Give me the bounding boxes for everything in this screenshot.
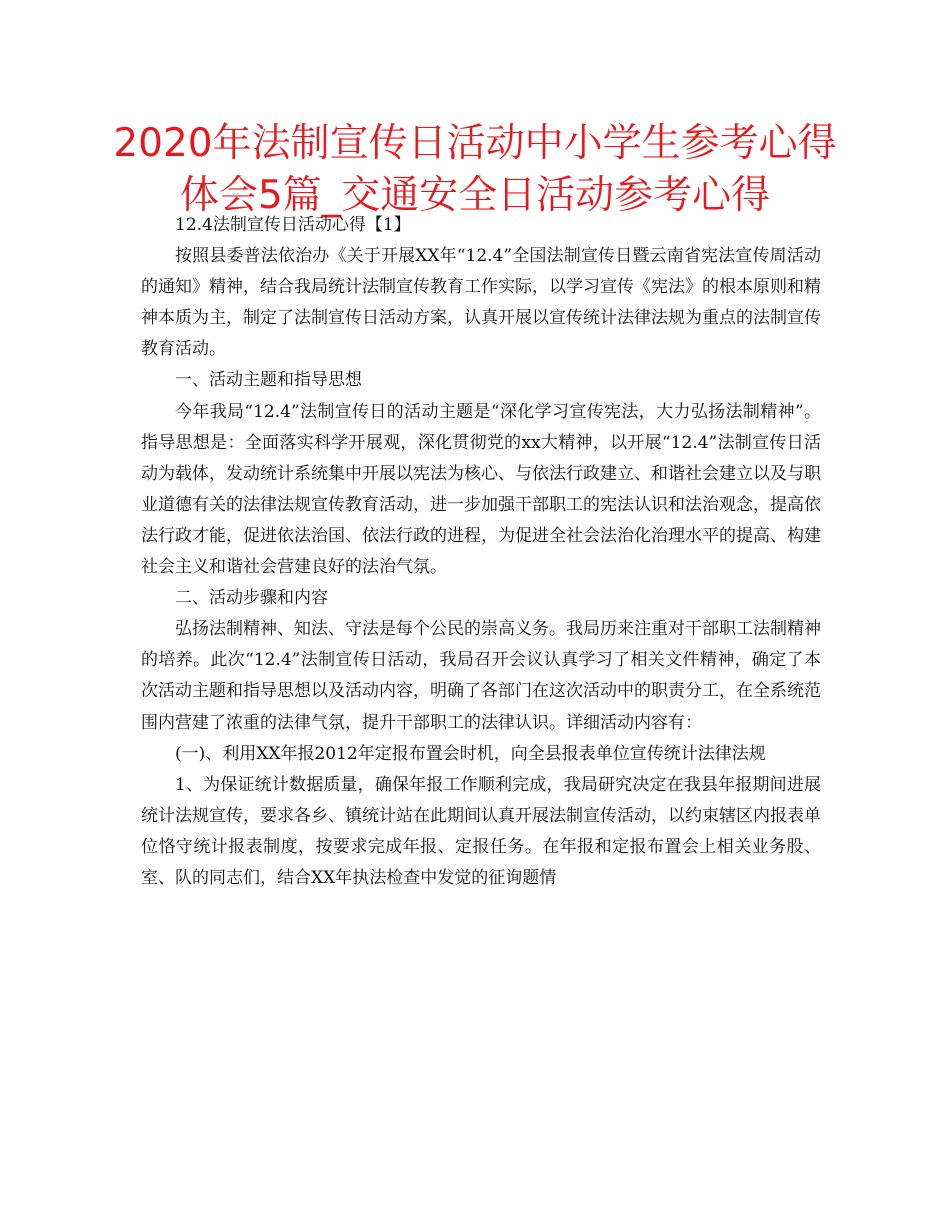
document-title: 2020年法制宣传日活动中小学生参考心得体会5篇_交通安全日活动参考心得	[113, 121, 837, 218]
paragraph: 弘扬法制精神、知法、守法是每个公民的崇高义务。我局历来注重对干部职工法制精神的培养。此次“12.4”法制宣传日活动，我局召开会议认真学习了相关文件精神，确定了本次活动主题和指导思想以及活动内容，明确了各部门在这次活动中的职责分工，在全系统范围内营建了浓重的法律气氛，提升干部职工的法律认识。详细活动内容有：	[141, 619, 821, 733]
paragraph: 1、为保证统计数据质量，确保年报工作顺利完成，我局研究决定在我县年报期间进展统计法规宣传，要求各乡、镇统计站在此期间认真开展法制宣传活动，以约束辖区内报表单位恪守统计报表制度，按要求完成年报、定报任务。在年报和定报布置会上相关业务股、室、队的同志们，结合XX年执法检查中发觉的征询题情	[141, 774, 821, 888]
document-body	[141, 210, 821, 894]
section-heading: 12.4法制宣传日活动心得【1】	[175, 215, 411, 235]
paragraph: (一)、利用XX年报2012年定报布置会时机，向全县报表单位宣传统计法律法规	[175, 743, 766, 764]
section-heading: 二、活动步骤和内容	[175, 588, 328, 609]
paragraph: 按照县委普法依治办《关于开展XX年“12.4”全国法制宣传日暨云南省宪法宣传周活动的通知》精神，结合我局统计法制宣传教育工作实际，以学习宣传《宪法》的根本原则和精神本质为主，制定了法制宣传日活动方案，认真开展以宣传统计法律法规为重点的法制宣传教育活动。	[141, 246, 821, 360]
paragraph: 今年我局“12.4”法制宣传日的活动主题是“深化学习宣传宪法，大力弘扬法制精神”。指导思想是：全面落实科学开展观，深化贯彻党的xx大精神，以开展“12.4”法制宣传日活动为载体，发动统计系统集中开展以宪法为核心、与依法行政建立、和谐社会建立以及与职业道德有关的法律法规宣传教育活动，进一步加强干部职工的宪法认识和法治观念，提高依法行政才能，促进依法治国、依法行政的进程，为促进全社会法治化治理水平的提高、构建社会主义和谐社会营建良好的法治气氛。	[141, 401, 821, 578]
section-heading: 一、活动主题和指导思想	[175, 370, 362, 391]
